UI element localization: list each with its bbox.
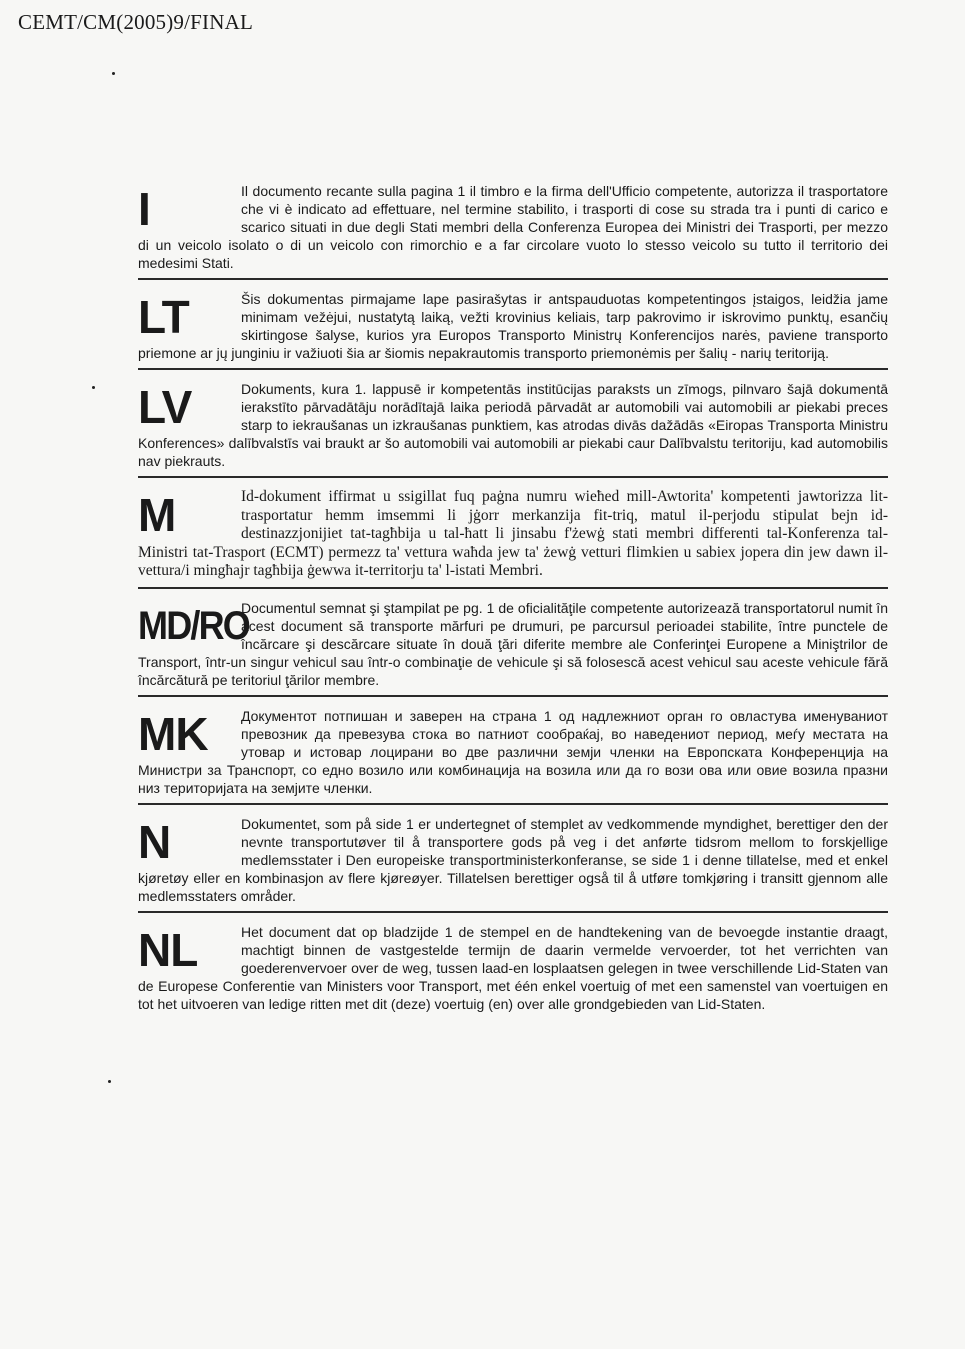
section-text: Dokumentet, som på side 1 er undertegnet of stemplet av vedkommende myndighet, berettiger den der nevnte transportutøver til å transportere gods på veg i det anførte tidsrom mellom to forskjellige medlemsstater i Den europeiske transportministerkonferanse, se side 1 i denne tillatelse, med et enkel kjøretøy eller en kombinasjon av flere kjøreøyer. Tillatelsen berettiger også til å utføre tomkjøring i transitt gjennom alle medlemsstaters områder. <box>138 815 888 904</box>
section-divider <box>138 803 888 805</box>
section-lv <box>138 380 888 478</box>
section-divider <box>138 695 888 697</box>
section-text: Documentul semnat şi ştampilat pe pg. 1 de oficialităţile competente autorizează transportatorul numit în acest document să transporte mărfuri pe drumuri, pe parcursul perioadei stabilite, între punctele de încărcare şi descărcare situate în două ţări diferite membre ale Conferinţei Europene a Miniştrilor de Transport, într-un singur vehicul sau într-o combinaţie de vehicule şi să folosescă acest vehicul sau aceste vehicule fără încărcătură pe teritoriul ţărilor membre. <box>138 599 888 688</box>
language-code: N <box>138 815 171 868</box>
section-text: Dokuments, kura 1. lappusē ir kompetentās institūcijas paraksts un zīmogs, pilnvaro šajā dokumentā ierakstīto pārvadātāju norādītajā laika periodā pārvadāt ar automobili vai automobili ar piekabi preces starp to iekraušanas un izkraušanas punktiem, kas atrodas divās dažādās «Eiropas Transporta Ministru Konferences» dalībvalstīs vai braukt ar šo automobili vai automobili ar piekabi caur Dalībvalstu teritoriju, kad automobilis nav piekrauts. <box>138 381 888 469</box>
language-code: MK <box>138 707 208 760</box>
section-no <box>138 815 888 913</box>
section-lt <box>138 290 888 370</box>
document-reference: CEMT/CM(2005)9/FINAL <box>18 10 253 34</box>
section-divider <box>138 587 888 589</box>
scan-speck <box>92 386 95 389</box>
section-text: Het document dat op bladzijde 1 de stempel en de handtekening van de bevoegde instantie draagt, machtigt binnen de vastgestelde termijn de daarin vermelde vervoerder, tot het verrichten van goederenvervoer over de weg, tussen laad-en losplaatsen gelegen in twee verschillende Lid-Staten van de Europese Conferentie van Ministers voor Transport, met één enkel voertuig of met een samenstel van voertuigen en tot het uitvoeren van ledige ritten met dit (deze) voertuig (en) over alle grondgebieden van Lid-Staten. <box>138 923 888 1012</box>
language-code: NL <box>138 923 198 976</box>
section-text: Il documento recante sulla pagina 1 il timbro e la firma dell'Ufficio competente, autorizza il trasportatore che vi è indicato ad effettuare, nel termine stabilito, i trasporti di cose su strada tra i punti di carico e scarico situati in due degli Stati membri della Conferenza Europea dei Ministri dei Trasporti, per mezzo di un veicolo isolato o di un veicolo con rimorchio e a far circolare vuoto lo stesso veicolo su tutto il territorio dei medesimi Stati. <box>138 183 888 271</box>
language-code: M <box>138 489 176 541</box>
language-code: MD/RO <box>138 603 249 648</box>
section-text: Документот потпишан и заверен на страна 1 од надлежниот орган го овластува именуваниот превозник да превезува стока во патниот сообраќај, во наведениот период, меѓу местата на утовар и истовар лоцирани во две различни земји членки на Европската Конференција на Министри за Транспорт, со едно возило или комбинација на возила или да го вози ова или овие возила празни низ територијата на земјите членки. <box>138 707 888 796</box>
section-it <box>138 182 888 280</box>
language-code: I <box>138 183 150 235</box>
section-text: Id-dokument iffirmat u ssigillat fuq paġna numru wieħed mill-Awtorita' kompetenti jawtorizza lit-trasportatur hemm imsemmi li jġorr merkanzija fit-triq, matul il-perjodu stipulat bejn id-destinazzjonijiet tat-tagħbija u tal-ħatt li jinsabu f'żewġ stati membri differenti tal-Konferenza tal-Ministri tat-Trasport (ECMT) permezz ta' vettura waħda jew ta' żewġ vetturi flimkien u sabiex jopera din jew dawn il-vettura/i mingħajr tagħbija ġewwa it-territorju ta' l-istati Membri. <box>138 488 888 579</box>
scan-speck <box>108 1080 111 1083</box>
section-md-ro <box>138 599 888 697</box>
section-mt <box>138 488 888 589</box>
section-nl <box>138 923 888 1013</box>
section-divider <box>138 368 888 370</box>
translations-list <box>138 182 888 1013</box>
section-divider <box>138 911 888 913</box>
scan-speck <box>112 72 115 75</box>
section-divider <box>138 476 888 478</box>
section-text: Šis dokumentas pirmajame lape pasirašytas ir antspauduotas kompetentingos įstaigos, leidžia jame minimam vežėjui, nustatytą laiką, vežti krovinius keliais, tarp pakrovimo ir iskrovimo punktų, esančių skirtingose šalyse, kurios yra Europos Transporto Ministrų Konferencijos narės, paviene transporto priemone ar jų junginiu ir važiuoti šia ar šiomis nepakrautomis transporto priemonėmis per šalių - narių teritoriją. <box>138 291 888 361</box>
section-divider <box>138 278 888 280</box>
language-code: LT <box>138 291 189 343</box>
section-mk <box>138 707 888 805</box>
language-code: LV <box>138 381 192 433</box>
